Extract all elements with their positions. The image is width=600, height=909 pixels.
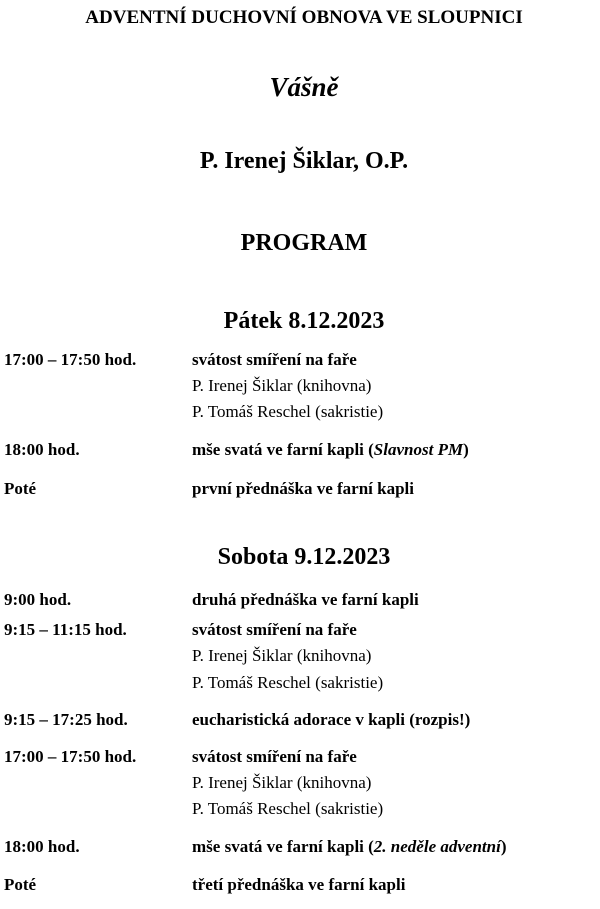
- program-heading: PROGRAM: [240, 230, 368, 256]
- day-heading-saturday: Sobota 9.12.2023: [217, 544, 391, 570]
- schedule-activity: eucharistická adorace v kapli (rozpis!): [192, 710, 471, 729]
- document-title: ADVENTNÍ DUCHOVNÍ OBNOVA VE SLOUPNICI: [85, 7, 523, 28]
- schedule-activity: svátost smíření na faře: [192, 620, 357, 639]
- schedule-time: 9:15 – 17:25 hod.: [4, 710, 128, 729]
- schedule-activity: první přednáška ve farní kapli: [192, 479, 414, 498]
- speaker-name: P. Irenej Šiklar, O.P.: [199, 148, 409, 174]
- schedule-activity: svátost smíření na faře: [192, 747, 357, 766]
- schedule-activity: třetí přednáška ve farní kapli: [192, 875, 406, 894]
- schedule-priest: P. Tomáš Reschel (sakristie): [192, 673, 384, 692]
- activity-text: mše svatá ve farní kapli (: [192, 440, 374, 459]
- document-subtitle: Vášně: [269, 72, 339, 102]
- schedule-time: 18:00 hod.: [4, 837, 80, 856]
- schedule-time: Poté: [4, 479, 37, 498]
- schedule-time: Poté: [4, 875, 37, 894]
- schedule-time: 9:15 – 11:15 hod.: [4, 620, 127, 639]
- day-heading-friday: Pátek 8.12.2023: [223, 308, 385, 334]
- activity-text: ): [500, 837, 507, 856]
- schedule-time: 18:00 hod.: [4, 440, 80, 459]
- schedule-priest: P. Irenej Šiklar (knihovna): [192, 773, 372, 792]
- activity-feast: Slavnost PM: [373, 440, 464, 459]
- schedule-time: 17:00 – 17:50 hod.: [4, 747, 137, 766]
- schedule-priest: P. Tomáš Reschel (sakristie): [192, 402, 384, 421]
- schedule-priest: P. Tomáš Reschel (sakristie): [192, 799, 384, 818]
- schedule-activity: [192, 439, 469, 461]
- activity-text: ): [463, 440, 469, 459]
- activity-text: mše svatá ve farní kapli (: [192, 837, 374, 856]
- schedule-priest: P. Irenej Šiklar (knihovna): [192, 646, 372, 665]
- schedule-activity: druhá přednáška ve farní kapli: [192, 590, 419, 609]
- activity-feast: 2. neděle adventní: [373, 837, 501, 856]
- schedule-time: 9:00 hod.: [4, 590, 72, 609]
- schedule-time: 17:00 – 17:50 hod.: [4, 350, 137, 369]
- schedule-activity: [192, 836, 506, 858]
- schedule-priest: P. Irenej Šiklar (knihovna): [192, 376, 372, 395]
- schedule-activity: svátost smíření na faře: [192, 350, 357, 369]
